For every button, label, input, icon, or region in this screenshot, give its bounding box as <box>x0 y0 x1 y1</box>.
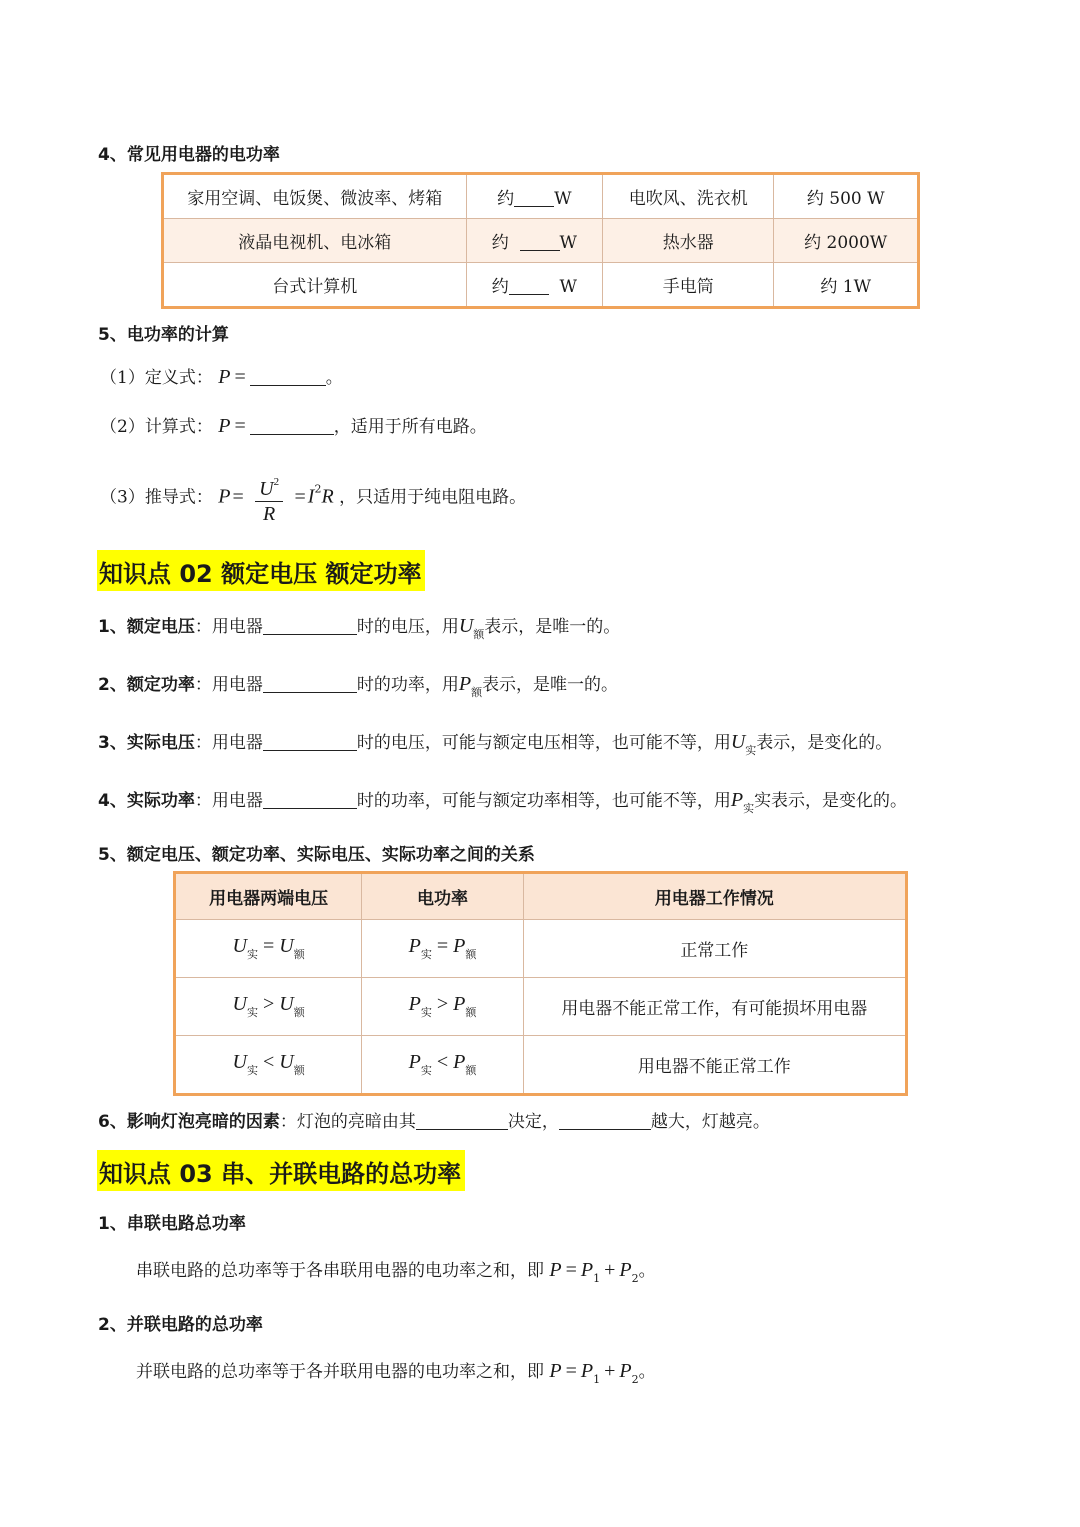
bulb-brightness-item: 6、影响灯泡亮暗的因素：灯泡的亮暗由其 决定， 越大，灯越亮。 <box>98 1112 770 1132</box>
voltage-relation-cell: $U_实 = U_额$ <box>175 920 362 978</box>
series-total-power-title: 1、串联电路总功率 <box>98 1214 246 1234</box>
table-row <box>175 978 907 1036</box>
power-cell: 约 2000W <box>774 219 919 263</box>
knowledge-point-02-heading: 知识点 02 额定电压 额定功率 <box>97 550 425 591</box>
actual-voltage-item: 3、实际电压：用电器 时的电压，可能与额定电压相等，也可能不等，用$U_实$表示，是变化的。 <box>98 731 893 757</box>
appliance-cell: 家用空调、电饭煲、微波率、烤箱 <box>163 174 467 219</box>
table-row <box>163 219 919 263</box>
rated-voltage-item: 1、额定电压：用电器 时的电压，用$U_额$表示，是唯一的。 <box>98 615 621 641</box>
power-blank-cell: 约 W <box>466 263 603 308</box>
working-status-cell: 正常工作 <box>523 920 906 978</box>
power-cell: 约 500 W <box>774 174 919 219</box>
table-row <box>163 263 919 308</box>
parallel-total-power-text: 并联电路的总功率等于各并联用电器的电功率之和，即 $P = P_1 + P_2$。 <box>136 1360 656 1386</box>
working-status-cell: 用电器不能正常工作 <box>523 1036 906 1095</box>
column-header: 电功率 <box>362 873 523 920</box>
appliance-cell: 电吹风、洗衣机 <box>603 174 774 219</box>
definition-formula: （1）定义式： P = 。 <box>100 366 343 388</box>
power-relation-cell: $P_实 > P_额$ <box>362 978 523 1036</box>
column-header: 用电器工作情况 <box>523 873 906 920</box>
column-header: 用电器两端电压 <box>175 873 362 920</box>
fraction-u2-over-r: $\frac{U^2}{R}$ <box>255 470 283 526</box>
power-relation-cell: $P_实 = P_额$ <box>362 920 523 978</box>
parallel-total-power-title: 2、并联电路的总功率 <box>98 1315 263 1335</box>
voltage-relation-cell: $U_实 < U_额$ <box>175 1036 362 1095</box>
power-blank-cell: 约 W <box>466 174 603 219</box>
table-row <box>163 174 919 219</box>
power-relation-cell: $P_实 < P_额$ <box>362 1036 523 1095</box>
relationship-title: 5、额定电压、额定功率、实际电压、实际功率之间的关系 <box>98 845 535 865</box>
power-blank-cell: 约 W <box>466 219 603 263</box>
table-header-row <box>175 873 907 920</box>
actual-power-item: 4、实际功率：用电器 时的功率，可能与额定功率相等，也可能不等，用$P_实$实表示，是变化的。 <box>98 789 908 815</box>
derived-formula: （3）推导式： P = $\frac{U^2}{R}$ = $I^2R$ ，只适用于纯电阻电路。 <box>100 470 526 526</box>
power-cell: 约 1W <box>774 263 919 308</box>
appliance-cell: 热水器 <box>603 219 774 263</box>
calculation-formula: （2）计算式： P = ，适用于所有电路。 <box>100 415 487 437</box>
section-5-title: 5、电功率的计算 <box>98 325 229 345</box>
voltage-relation-cell: $U_实 > U_额$ <box>175 978 362 1036</box>
appliance-cell: 台式计算机 <box>163 263 467 308</box>
knowledge-point-03-heading: 知识点 03 串、并联电路的总功率 <box>97 1150 465 1191</box>
series-total-power-text: 串联电路的总功率等于各串联用电器的电功率之和，即 $P = P_1 + P_2$。 <box>136 1259 656 1285</box>
working-status-cell: 用电器不能正常工作，有可能损坏用电器 <box>523 978 906 1036</box>
appliance-cell: 液晶电视机、电冰箱 <box>163 219 467 263</box>
table-row <box>175 920 907 978</box>
rated-actual-relation-table <box>173 871 908 1096</box>
section-4-title: 4、常见用电器的电功率 <box>98 145 280 165</box>
appliance-cell: 手电筒 <box>603 263 774 308</box>
table-row <box>175 1036 907 1095</box>
appliance-power-table <box>161 172 920 309</box>
rated-power-item: 2、额定功率：用电器 时的功率，用$P_额$表示，是唯一的。 <box>98 673 619 699</box>
